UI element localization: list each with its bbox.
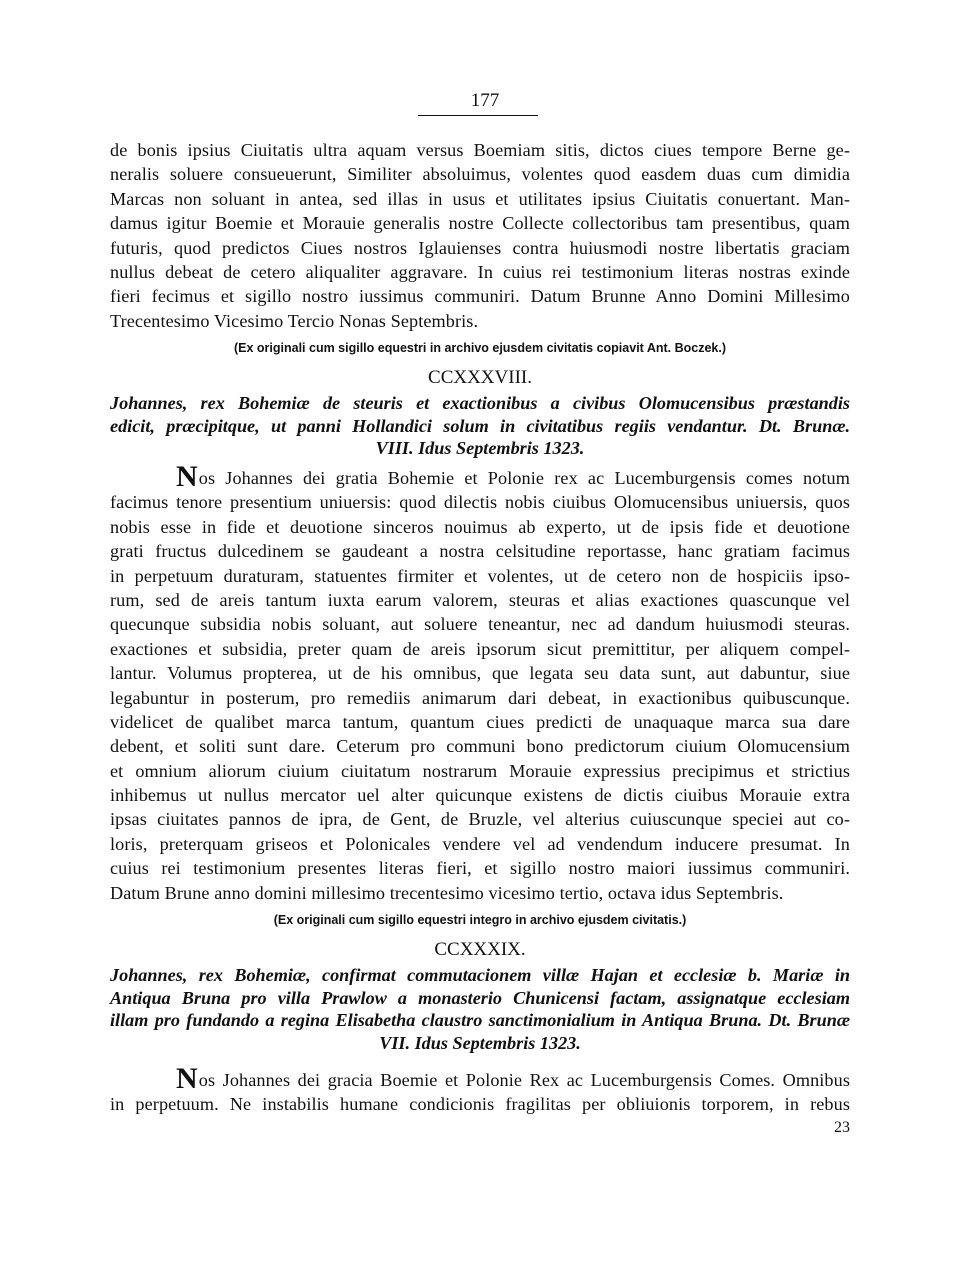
text-line: debent, et soliti sunt dare. Ceterum pro communi bono predictorum ciuium Olomucensium [110,736,850,757]
document-summary-line: Antiqua Bruna pro villa Prawlow a monasterio Chunicensi factam, assignatque ecclesiam [110,987,850,1008]
document-ccxxxix-body [110,1062,850,1117]
text-line: Datum Brune anno domini millesimo trecentesimo vicesimo tertio, octava idus Septembris. [110,882,784,903]
text-line: in perpetuum duraturam, statuentes firmiter et volentes, ut de cetero non de hospiciis ipso- [110,565,850,586]
intro-source-block [110,338,850,362]
text-line: nullus debeat de cetero aliqualiter aggravare. In cuius rei testimonium literas nostras exinde [110,261,850,282]
text-line: quecunque subsidia nobis soluant, aut soluere teneantur, nec ad dandum huiusmodi steuras. [110,614,850,635]
text-line: exactiones et subsidia, preter quam de areis ipsorum sicut premittitur, per aliquem compel- [110,638,850,659]
text-line: in perpetuum. Ne instabilis humane condicionis fragilitas per obliuionis torporem, in rebus [110,1094,850,1115]
source-note: (Ex originali cum sigillo equestri in archivo ejusdem civitatis copiavit Ant. Boczek.) [233,341,727,355]
document-number: CCXXXVIII. [428,367,532,388]
first-line-text: os Johannes dei gratia Bohemie et Polonie rex ac Lucemburgensis comes notum [198,468,850,488]
text-line: lantur. Volumus propterea, ut de his omnibus, que legata seu data sunt, aut dabuntur, siue [110,663,850,684]
text-line: legabuntur in posterum, pro remediis animarum dari debeat, in exactionibus quibuscunque. [110,687,850,708]
text-line: damus igitur Boemie et Morauie generalis nostre Collecte collectoribus tam presentibus, quam [110,213,850,234]
text-line: et omnium aliorum ciuium ciuitatum nostrarum Morauie expressius precipimus et strictius [110,760,850,781]
text-line-initial [110,1062,850,1095]
text-line: de bonis ipsius Ciuitatis ultra aquam versus Boemiam sitis, dictos ciues tempore Berne ge- [110,140,850,160]
document-number: CCXXXIX. [434,939,526,960]
document-ccxxxviii-body [110,460,850,905]
initial-letter: N [176,1062,198,1095]
source-note: (Ex originali cum sigillo equestri integro in archivo ejusdem civitatis.) [273,913,687,927]
text-line: neralis soluere consueuerunt, Similiter absoluimus, volentes quod easdem duas cum dimidia [110,164,850,185]
text-line: cuius rei testimonium presentes literas fieri, et sigillo nostro maiori iussimus communiri. [110,858,850,879]
document-summary-line: VIII. Idus Septembris 1323. [375,438,585,459]
text-line: nobis esse in fide et deuotione sinceros nouimus ab experto, ut de ipsis fide et deuotione [110,516,850,537]
document-summary-line: edicit, præcipitque, ut panni Hollandici solum in civitatibus regiis vendantur. Dt. Brunæ. [110,415,850,436]
text-line: Trecentesimo Vicesimo Tercio Nonas Septembris. [110,310,479,331]
first-line-text: os Johannes dei gracia Boemie et Polonie Rex ac Lucemburgensis Comes. Omnibus [198,1070,850,1090]
page-number: 177 [470,90,500,111]
text-line: inhibemus ut nullus mercator uel alter quicunque existens de dictis ciuibus Morauie extra [110,785,850,806]
text-line: videlicet de qualibet marca tantum, quantum ciues predicti de unaquaque marca sua dare [110,711,850,732]
text-line-initial [110,460,850,493]
text-line: Marcas non soluant in antea, sed illas in usus et utilitates ipsius Ciuitatis conuertant. Man- [110,188,850,209]
document-summary-line: Johannes, rex Bohemiæ, confirmat commutacionem villæ Hajan et ecclesiæ b. Mariæ in [110,965,850,985]
header-rule [418,115,538,116]
text-line: grati fructus dulcedinem se gaudeant a nostra celsitudine reportasse, hanc gratiam facimus [110,541,850,562]
document-ccxxxviii-source [110,910,850,934]
document-ccxxxviii [110,366,850,460]
intro-text-block [110,138,850,333]
document-ccxxxix [110,938,850,1054]
text-line: futuris, quod predictos Ciues nostros Iglauienses contra huiusmodi nostre libertatis graciam [110,237,850,258]
text-line: ipsas ciuitates pannos de ipra, de Gent, de Bruzle, vel alterius cuiuscunque speciei aut co- [110,809,850,830]
text-line: fieri fecimus et sigillo nostro iussimus communiri. Datum Brunne Anno Domini Millesimo [110,286,850,307]
text-line: facimus tenore presentium uniuersis: quod dilectis nobis ciuibus Olomucensibus uniuersis, quos [110,492,850,513]
text-line: loris, preterquam griseos et Polonicales vendere vel ad vendendum inducere presumat. In [110,833,850,854]
initial-letter: N [176,460,198,493]
document-summary-line: VII. Idus Septembris 1323. [379,1032,581,1053]
document-summary-line: Johannes, rex Bohemiæ de steuris et exactionibus a civibus Olomucensibus præstandis [110,393,850,413]
text-line: rum, sed de areis tantum iuxta earum valorem, steuras et alias exactiones quascunque vel [110,589,850,610]
signature-mark: 23 [834,1119,850,1136]
document-summary-line: illam pro fundando a regina Elisabetha claustro sanctimonialium in Antiqua Bruna. Dt. Brunæ [110,1010,850,1031]
